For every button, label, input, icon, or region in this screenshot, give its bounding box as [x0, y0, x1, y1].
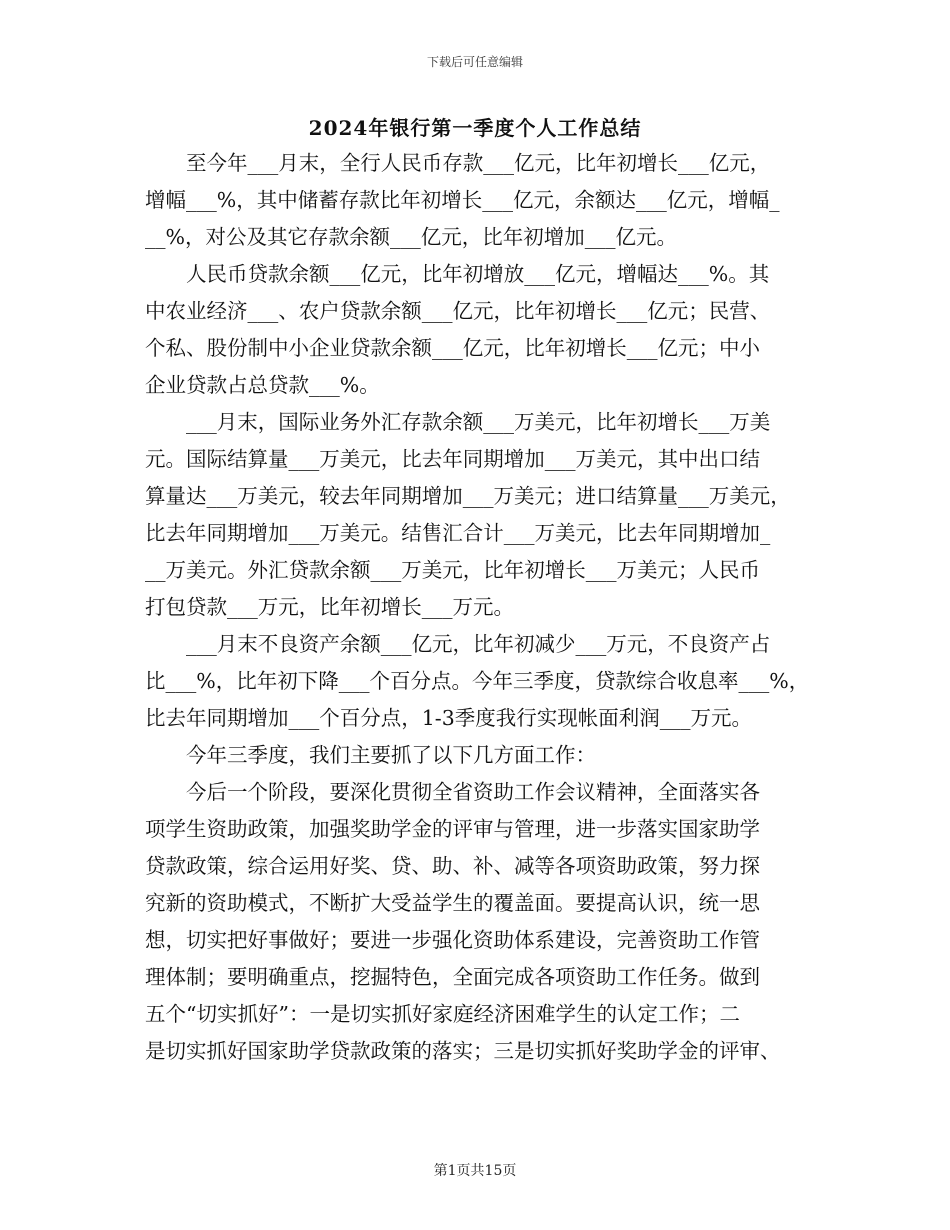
body-line: 比去年同期增加___万美元。结售汇合计___万美元，比去年同期增加_ — [145, 521, 771, 545]
body-line: 至今年___月末，全行人民币存款___亿元，比年初增长___亿元， — [186, 151, 771, 175]
body-line: 项学生资助政策，加强奖助学金的评审与管理，进一步落实国家助学 — [145, 817, 760, 841]
body-line: 算量达___万美元，较去年同期增加___万美元；进口结算量___万美元， — [145, 484, 791, 508]
document-title: 2024年银行第一季度个人工作总结 — [308, 116, 642, 140]
body-line: 中农业经济___、农户贷款余额___亿元，比年初增长___亿元；民营、 — [145, 299, 771, 323]
body-line: 五个“切实抓好”：一是切实抓好家庭经济困难学生的认定工作；二 — [145, 1002, 740, 1026]
body-line: 贷款政策，综合运用好奖、贷、助、补、减等各项资助政策，努力探 — [145, 854, 760, 878]
body-line: 比去年同期增加___个百分点，1-3季度我行实现帐面利润___万元。 — [145, 706, 753, 730]
body-line: ___月末不良资产余额___亿元，比年初减少___万元，不良资产占 — [186, 632, 771, 656]
body-line: __万美元。外汇贷款余额___万美元，比年初增长___万美元；人民币 — [145, 558, 760, 582]
body-line: 人民币贷款余额___亿元，比年初增放___亿元，增幅达___%。其 — [186, 262, 770, 286]
body-line: 增幅___%，其中储蓄存款比年初增长___亿元，余额达___亿元，增幅_ — [145, 188, 780, 212]
body-line: 个私、股份制中小企业贷款余额___亿元，比年初增长___亿元；中小 — [145, 336, 760, 360]
page-number-footer: 第1页共15页 — [433, 1163, 517, 1179]
body-line: 想，切实把好事做好；要进一步强化资助体系建设，完善资助工作管 — [145, 928, 760, 952]
body-line: 是切实抓好国家助学贷款政策的落实；三是切实抓好奖助学金的评审、 — [145, 1039, 781, 1063]
body-line: 比___%，比年初下降___个百分点。今年三季度，贷款综合收息率___%， — [145, 669, 810, 693]
body-line: 理体制；要明确重点，挖掘特色，全面完成各项资助工作任务。做到 — [145, 965, 760, 989]
body-line: __%，对公及其它存款余额___亿元，比年初增加___亿元。 — [145, 225, 677, 249]
body-line: ___月末，国际业务外汇存款余额___万美元，比年初增长___万美 — [186, 410, 771, 434]
body-line: 今年三季度，我们主要抓了以下几方面工作： — [186, 743, 596, 767]
body-line: 元。国际结算量___万美元，比去年同期增加___万美元，其中出口结 — [145, 447, 760, 471]
header-note: 下载后可任意编辑 — [426, 55, 523, 69]
body-line: 今后一个阶段，要深化贯彻全省资助工作会议精神，全面落实各 — [186, 780, 760, 804]
body-line: 究新的资助模式，不断扩大受益学生的覆盖面。要提高认识，统一思 — [145, 891, 760, 915]
body-line: 企业贷款占总贷款___%。 — [145, 373, 380, 397]
body-line: 打包贷款___万元，比年初增长___万元。 — [145, 595, 514, 619]
